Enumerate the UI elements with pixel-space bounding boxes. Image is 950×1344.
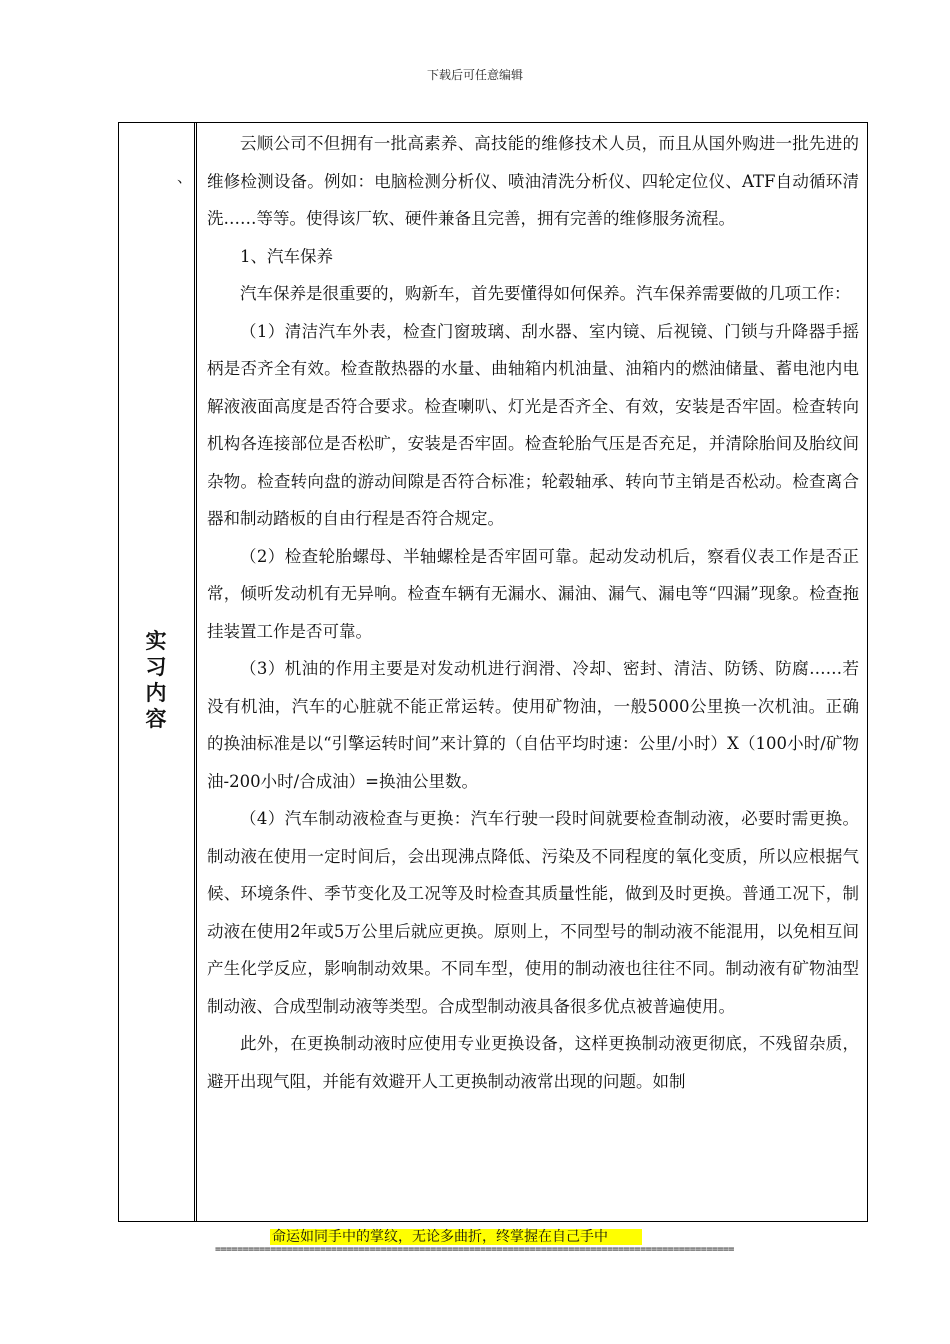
- paragraph-item-4: （4）汽车制动液检查与更换：汽车行驶一段时间就要检查制动液，必要时需更换。制动液在使用一定时间后，会出现沸点降低、污染及不同程度的氧化变质，所以应根据气候、环境条件、季节变化及工况等及时检查其质量性能，做到及时更换。普通工况下，制动液在使用2年或5万公里后就应更换。原则上，不同型号的制动液不能混用，以免相互间产生化学反应，影响制动效果。不同车型，使用的制动液也往往不同。制动液有矿物油型制动液、合成型制动液等类型。合成型制动液具备很多优点被普遍使用。: [207, 809, 859, 1016]
- content-table: [118, 122, 868, 1222]
- paragraph-extra: 此外，在更换制动液时应使用专业更换设备，这样更换制动液更彻底，不残留杂质，避开出现气阻，并能有效避开人工更换制动液常出现的问题。如制: [207, 1034, 859, 1091]
- label-column: [119, 123, 195, 1221]
- section-label: 实习内容: [145, 629, 167, 731]
- motto-text: 命运如同手中的掌纹，无论多曲折，终掌握在自己手中: [270, 1229, 642, 1245]
- narrow-column: [195, 123, 197, 1221]
- content-body: [207, 125, 859, 1100]
- paragraph-intro: 云顺公司不但拥有一批高素养、高技能的维修技术人员，而且从国外购进一批先进的维修检测设备。例如：电脑检测分析仪、喷油清洗分析仪、四轮定位仪、ATF自动循环清洗……等等。使得该厂软、硬件兼备且完善，拥有完善的维修服务流程。: [207, 134, 859, 228]
- footer-motto: [270, 1226, 642, 1246]
- separator-rule: ==============================================================================================: [215, 1244, 734, 1255]
- section-heading: 1、汽车保养: [240, 246, 333, 266]
- page-header: 下载后可任意编辑: [426, 68, 523, 82]
- paragraph-item-2: （2）检查轮胎螺母、半轴螺栓是否牢固可靠。起动发动机后，察看仪表工作是否正常，倾听发动机有无异响。检查车辆有无漏水、漏油、漏气、漏电等“四漏”现象。检查拖挂装置工作是否可靠。: [207, 546, 859, 641]
- paragraph-item-1: （1）清洁汽车外表，检查门窗玻璃、刮水器、室内镜、后视镜、门锁与升降器手摇柄是否齐全有效。检查散热器的水量、曲轴箱内机油量、油箱内的燃油储量、蓄电池内电解液液面高度是否符合要求。检查喇叭、灯光是否齐全、有效，安装是否牢固。检查转向机构各连接部位是否松旷，安装是否牢固。检查轮胎气压是否充足，并清除胎间及胎纹间杂物。检查转向盘的游动间隙是否符合标准；轮毂轴承、转向节主销是否松动。检查离合器和制动踏板的自由行程是否符合规定。: [207, 321, 859, 528]
- paragraph-maintenance: 汽车保养是很重要的，购新车，首先要懂得如何保养。汽车保养需要做的几项工作：: [240, 284, 851, 303]
- paragraph-item-3: （3）机油的作用主要是对发动机进行润滑、冷却、密封、清洁、防锈、防腐……若没有机油，汽车的心脏就不能正常运转。使用矿物油，一般5000公里换一次机油。正确的换油标准是以“引擎运转时间”来计算的（自估平均时速：公里/小时）X（100小时/矿物油-200小时/合成油）=换油公里数。: [207, 659, 859, 791]
- stray-mark: 、: [177, 168, 193, 186]
